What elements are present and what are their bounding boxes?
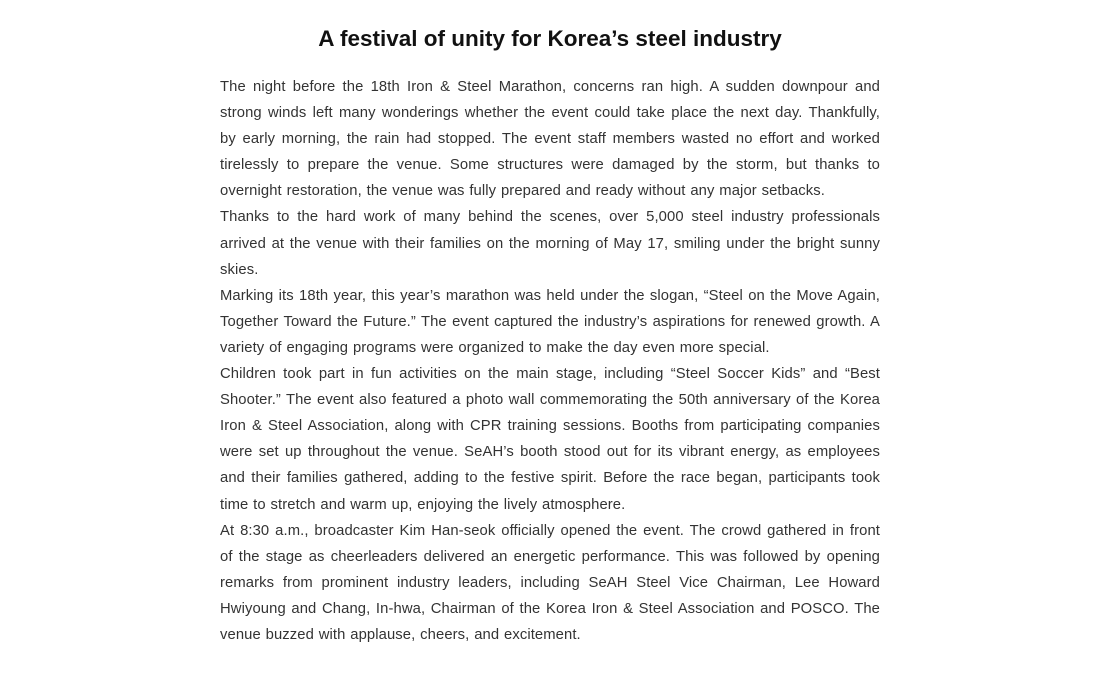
article bbox=[220, 20, 880, 648]
article-body bbox=[220, 74, 880, 648]
article-paragraph: At 8:30 a.m., broadcaster Kim Han-seok officially opened the event. The crowd gathered in front of the stage as cheerleaders delivered an energetic performance. This was followed by opening remarks from prominent industry leaders, including SeAH Steel Vice Chairman, Lee Howard Hwiyoung and Chang, In-hwa, Chairman of the Korea Iron & Steel Association and POSCO. The venue buzzed with applause, cheers, and excitement. bbox=[220, 522, 880, 643]
article-paragraph: Children took part in fun activities on the main stage, including “Steel Soccer Kids” and “Best Shooter.” The event also featured a photo wall commemorating the 50th anniversary of the Korea Iron & Steel Association, along with CPR training sessions. Booths from participating companies were set up throughout the venue. SeAH’s booth stood out for its vibrant energy, as employees and their families gathered, adding to the festive spirit. Before the race began, participants took time to stretch and warm up, enjoying the lively atmosphere. bbox=[220, 366, 880, 513]
article-title: A festival of unity for Korea’s steel industry bbox=[318, 26, 782, 51]
article-paragraph: The night before the 18th Iron & Steel Marathon, concerns ran high. A sudden downpour and strong winds left many wonderings whether the event could take place the next day. Thankfully, by early morning, the rain had stopped. The event staff members wasted no effort and worked tirelessly to prepare the venue. Some structures were damaged by the storm, but thanks to overnight restoration, the venue was fully prepared and ready without any major setbacks. bbox=[220, 79, 880, 200]
article-paragraph: Thanks to the hard work of many behind the scenes, over 5,000 steel industry professionals arrived at the venue with their families on the morning of May 17, smiling under the bright sunny skies. bbox=[220, 209, 880, 278]
article-paragraph: Marking its 18th year, this year’s marathon was held under the slogan, “Steel on the Move Again, Together Toward the Future.” The event captured the industry’s aspirations for renewed growth. A variety of engaging programs were organized to make the day even more special. bbox=[220, 287, 880, 356]
